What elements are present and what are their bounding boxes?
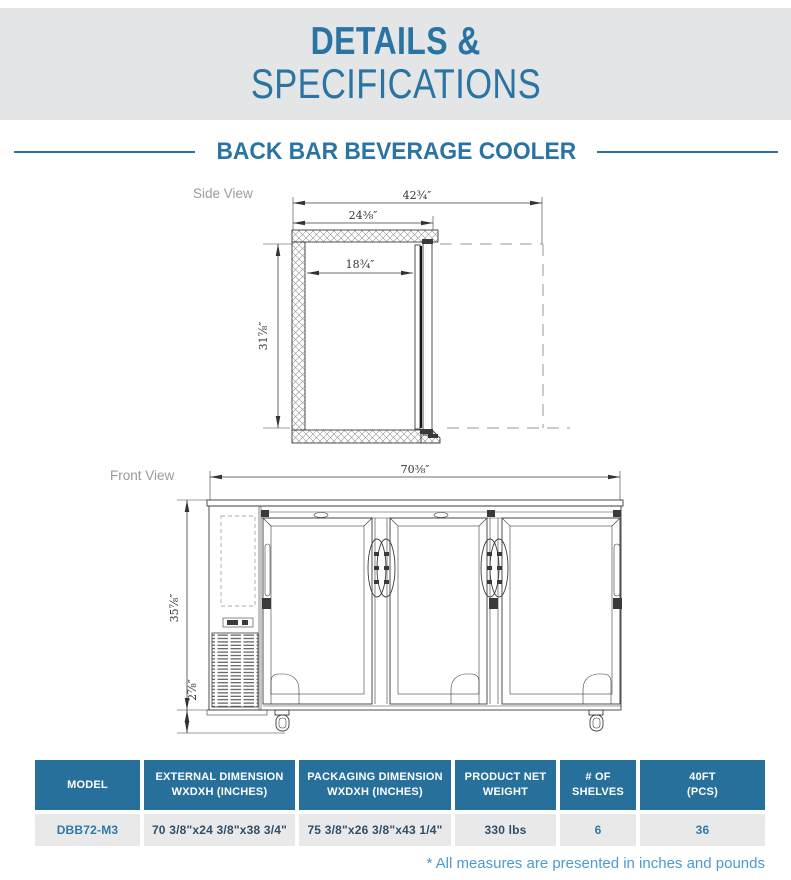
front-compressor-section	[207, 516, 267, 715]
door-handle-2	[481, 539, 508, 597]
section-title	[14, 138, 778, 166]
top-rail-detail	[314, 513, 328, 518]
side-door-swing-dashed	[440, 244, 570, 428]
col-header-shelves: # OF SHELVES	[560, 760, 636, 810]
side-dim-cabinet-depth	[293, 209, 433, 223]
front-top-rail	[261, 510, 621, 518]
side-dim-total-depth	[293, 189, 542, 203]
caster-left	[275, 710, 289, 731]
measures-footnote: * All measures are presented in inches and pounds	[426, 855, 765, 872]
side-dim-interior-depth-label: 18¾″	[345, 258, 375, 271]
side-door-bottom-hinge	[420, 429, 433, 434]
side-door-section	[415, 239, 438, 438]
side-view-drawing	[250, 182, 575, 460]
ventilation-grille	[212, 633, 258, 707]
side-view-label: Side View	[193, 186, 253, 201]
front-dim-base-height	[186, 679, 199, 733]
front-door-2	[390, 518, 487, 704]
page-title-line2: SPECIFICATIONS	[250, 60, 541, 108]
front-door-3	[502, 518, 620, 704]
side-dim-interior-depth	[307, 258, 413, 273]
top-rail-detail	[434, 513, 448, 518]
cell-40ft-pcs: 36	[640, 814, 765, 846]
front-dim-width-label: 70⅜″	[400, 463, 430, 476]
side-dim-height	[257, 244, 278, 428]
col-header-model: MODEL	[35, 760, 140, 810]
front-view-drawing	[165, 460, 645, 745]
cell-model: DBB72-M3	[35, 814, 140, 846]
front-dim-height	[168, 500, 187, 710]
front-view-label: Front View	[110, 468, 175, 483]
cell-net-weight: 330 lbs	[455, 814, 556, 846]
side-dim-height-label: 31⅞″	[257, 321, 270, 351]
front-dim-height-label: 35⅞″	[168, 593, 181, 623]
front-dim-width	[210, 463, 620, 477]
right-rule	[597, 151, 778, 153]
section-title-text: BACK BAR BEVERAGE COOLER	[216, 138, 576, 165]
spec-table	[35, 760, 765, 846]
col-header-40ft-pcs: 40FT (PCS)	[640, 760, 765, 810]
side-dim-cabinet-depth-label: 24⅜″	[348, 209, 378, 222]
front-door-1	[263, 518, 372, 704]
side-door-top-hinge	[422, 239, 433, 244]
header-band	[0, 8, 791, 120]
front-dim-base-height-label: 2⅞″	[186, 679, 199, 701]
col-header-net-weight: PRODUCT NET WEIGHT	[455, 760, 556, 810]
left-rule	[14, 151, 195, 153]
col-header-packaging-dimension: PACKAGING DIMENSION WXDXH (INCHES)	[299, 760, 451, 810]
cell-packaging-dimension: 75 3/8"x26 3/8"x43 1/4"	[299, 814, 451, 846]
cell-external-dimension: 70 3/8"x24 3/8"x38 3/4"	[144, 814, 295, 846]
cell-shelves: 6	[560, 814, 636, 846]
front-hinges	[262, 544, 622, 609]
page-title-line1: DETAILS &	[310, 19, 481, 63]
front-mullions	[375, 518, 498, 704]
compressor-dashed-panel	[221, 516, 255, 606]
caster-right	[589, 710, 603, 731]
col-header-external-dimension: EXTERNAL DIMENSION WXDXH (INCHES)	[144, 760, 295, 810]
side-dim-total-depth-label: 42¾″	[402, 189, 432, 202]
